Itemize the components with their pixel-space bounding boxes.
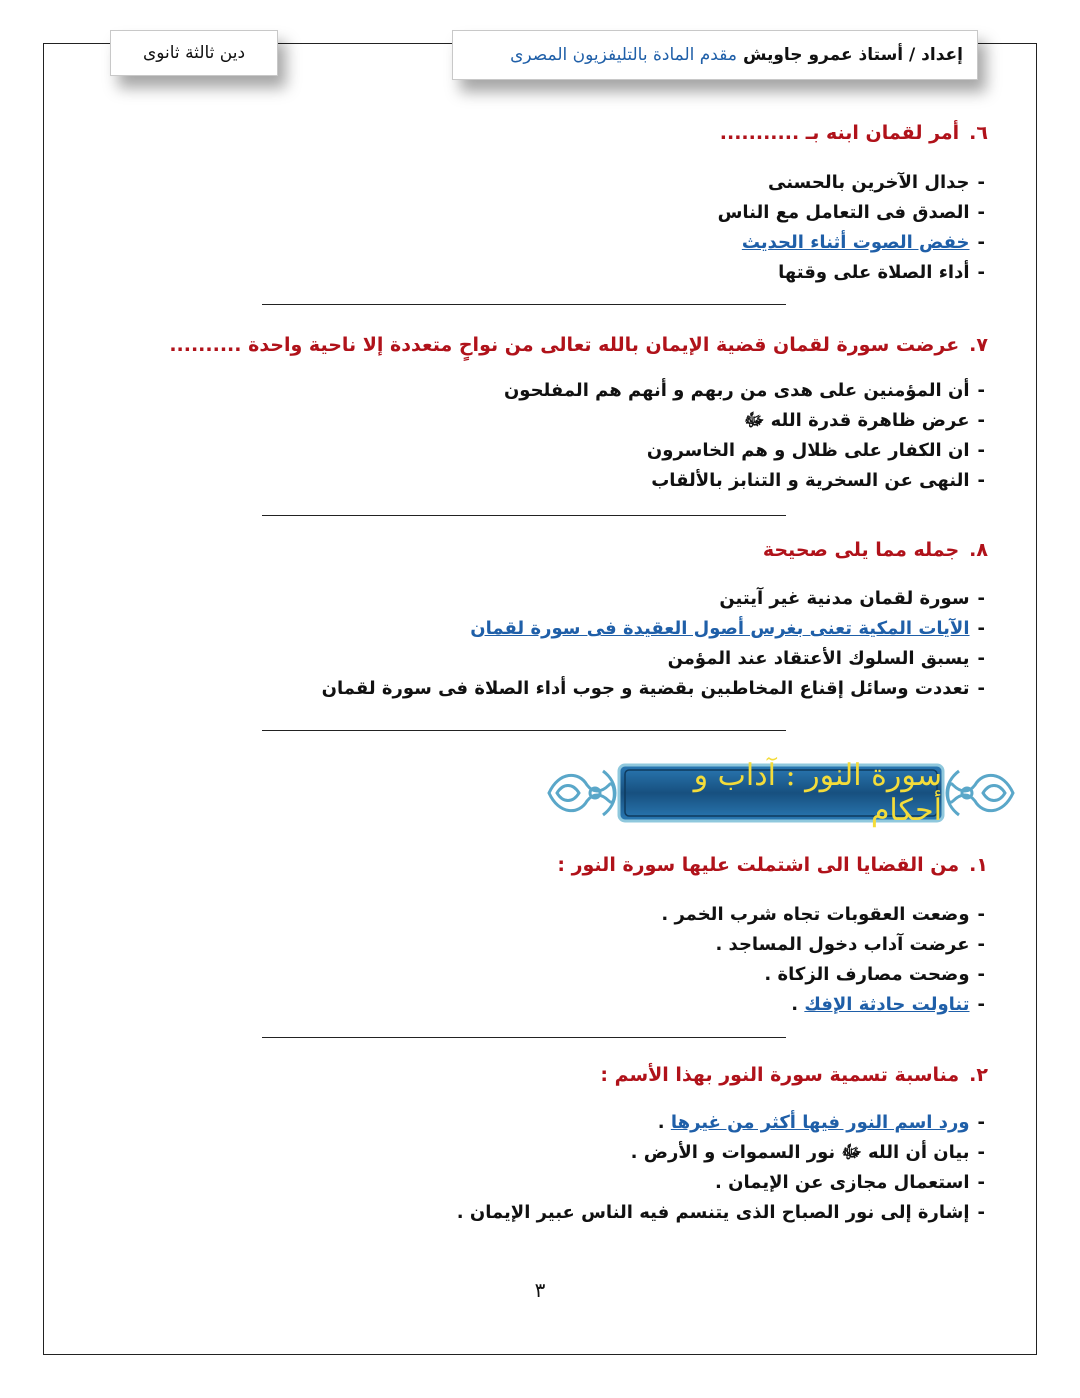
option: -النهى عن السخرية و التنابز بالألقاب bbox=[651, 470, 985, 491]
option: -أن المؤمنين على هدى من ربهم و أنهم هم المفلحون bbox=[503, 380, 985, 401]
option: -عرضت آداب دخول المساجد . bbox=[715, 934, 985, 955]
question-7-options bbox=[504, 376, 985, 496]
option: -بيان أن الله ﷻ نور السموات و الأرض . bbox=[630, 1142, 985, 1163]
page-number: ٣ bbox=[534, 1278, 546, 1302]
ornament-left-icon bbox=[549, 771, 615, 815]
nour-question-1-title: ١.من القضايا الى اشتملت عليها سورة النور : bbox=[557, 854, 988, 876]
option: -أداء الصلاة على وقتها bbox=[778, 262, 985, 283]
option: -سورة لقمان مدنية غير آيتين bbox=[719, 588, 985, 609]
separator-line bbox=[262, 304, 786, 305]
option: -عرض ظاهرة قدرة الله ﷻ bbox=[744, 410, 985, 431]
option: -وضحت مصارف الزكاة . bbox=[764, 964, 985, 985]
author-header bbox=[452, 30, 978, 80]
option-correct: -الآيات المكية تعنى بغرس أصول العقيدة فى سورة لقمان bbox=[470, 618, 985, 639]
option-correct: -ورد اسم النور فيها أكثر من غيرها . bbox=[657, 1112, 985, 1133]
question-8-options bbox=[322, 584, 985, 704]
option: -الصدق فى التعامل مع الناس bbox=[717, 202, 985, 223]
option: -تعددت وسائل إقناع المخاطبين بقضية و جوب أداء الصلاة فى سورة لقمان bbox=[321, 678, 985, 699]
nour-question-2-title: ٢.مناسبة تسمية سورة النور بهذا الأسم : bbox=[600, 1064, 988, 1086]
nour-question-1-options bbox=[661, 900, 985, 1020]
question-6-options bbox=[718, 168, 985, 288]
question-6-title: ٦.أمر لقمان ابنه بـ ........... bbox=[719, 122, 988, 144]
ornament-right-icon bbox=[947, 771, 1013, 815]
option: -جدال الآخرين بالحسنى bbox=[768, 172, 985, 193]
author-role: مقدم المادة بالتليفزيون المصرى bbox=[510, 45, 737, 65]
option: -ان الكفار على ظلال و هم الخاسرون bbox=[646, 440, 985, 461]
banner-title: سورة النور : آداب و أحكام bbox=[693, 758, 942, 828]
subject-label: دين ثالثة ثانوى bbox=[142, 43, 246, 63]
separator-line bbox=[262, 730, 786, 731]
question-7-title: ٧.عرضت سورة لقمان قضية الإيمان بالله تعالى من نواحٍ متعددة إلا ناحية واحدة .......... bbox=[169, 334, 988, 356]
separator-line bbox=[262, 515, 786, 516]
option: -استعمال مجازى عن الإيمان . bbox=[715, 1172, 985, 1193]
option: -وضعت العقوبات تجاه شرب الخمر . bbox=[661, 904, 985, 925]
option: -يسبق السلوك الأعتقاد عند المؤمن bbox=[667, 648, 985, 669]
author-name: إعداد / أستاذ عمرو جاويش bbox=[742, 45, 963, 65]
question-8-title: ٨.جمله مما يلى صحيحة bbox=[762, 539, 988, 561]
separator-line bbox=[262, 1037, 786, 1038]
option: -إشارة إلى نور الصباح الذى يتنسم فيه الناس عبير الإيمان . bbox=[456, 1202, 985, 1223]
option-correct: -تناولت حادثة الإفك . bbox=[791, 994, 985, 1015]
subject-header bbox=[110, 30, 278, 76]
nour-question-2-options bbox=[457, 1108, 985, 1228]
option-correct: -خفض الصوت أثناء الحديث bbox=[741, 232, 985, 253]
